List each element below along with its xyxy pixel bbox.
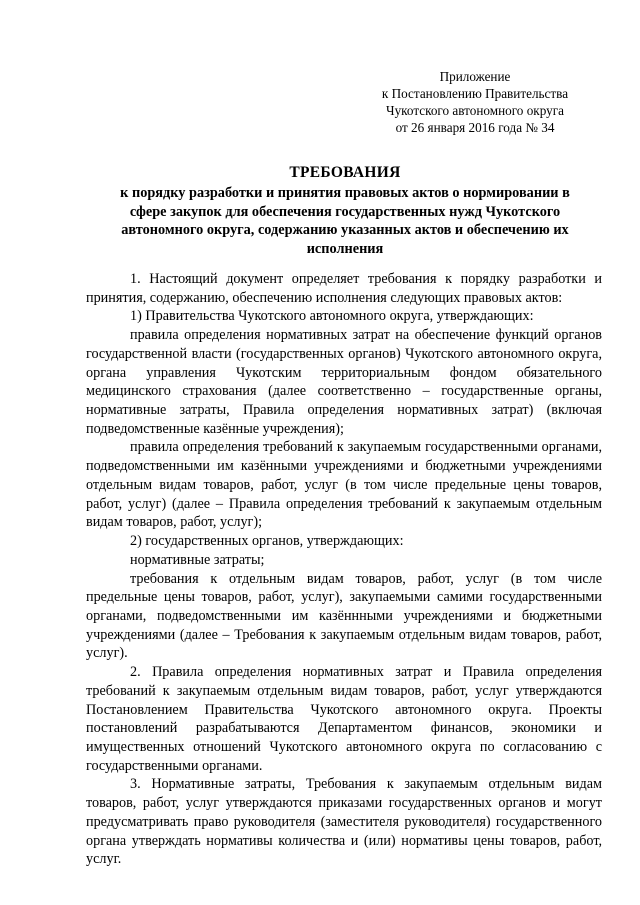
paragraph: 1. Настоящий документ определяет требования к порядку разработки и принятия, содержанию, обеспечению исполнения следующих правовых актов: [86,271,602,306]
paragraph: правила определения нормативных затрат на обеспечение функций органов государственной власти (государственных органов) Чукотского автономного округа, органа управления Чукотским территориальным фондом обязательного медицинского страхования (далее соответственно – государственные органы, нормативные затраты, Правила определения нормативных затрат) (включая подведомственные казённые учреждения); [86,327,602,437]
paragraph: нормативные затраты; [130,551,265,568]
appendix-header [330,68,620,136]
paragraph: 2. Правила определения нормативных затрат и Правила определения требований к закупаемым отдельным видам товаров, работ, услуг утверждаются Постановлением Правительства Чукотского автономного округа. Проекты постановлений разрабатываются Департаментом финансов, экономики и имущественных отношений Чукотского автономного округа по согласованию с государственными органами. [86,664,602,774]
appendix-line: Приложение [439,69,511,84]
paragraph: правила определения требований к закупаемым государственными органами, подведомственными им казёнными учреждениями и бюджетными учреждениями отдельным видам товаров, работ, услуг (в том числе предельные цены товаров, работ, услуг) (далее – Правила определения требований к закупаемым отдельным видам товаров, работ, услуг); [86,439,602,531]
title-block [110,163,580,258]
paragraph: 2) государственных органов, утверждающих: [130,533,404,550]
document-title: ТРЕБОВАНИЯ [289,164,401,181]
appendix-line: к Постановлению Правительства [381,86,569,101]
appendix-line: Чукотского автономного округа [386,103,564,118]
paragraph: 3. Нормативные затраты, Требования к закупаемым отдельным видам товаров, работ, услуг утверждаются приказами государственных органов и могут предусматривать право руководителя (заместителя руководителя) государственного органа утверждать нормативы количества и (или) нормативы цены товаров, работ, услуг. [86,776,602,868]
document-body [86,270,602,869]
document-subtitle: к порядку разработки и принятия правовых актов о нормировании в сфере закупок для обеспечения государственных нужд Чукотского автономного округа, содержанию указанных актов и обеспечению их исполнения [120,185,570,257]
paragraph: 1) Правительства Чукотского автономного округа, утверждающих: [130,308,534,325]
paragraph: требования к отдельным видам товаров, работ, услуг (в том числе предельные цены товаров, работ, услуг), закупаемыми самими государственными органами, подведомственными им казённными учреждениями и бюджетными учреждениями (далее – Требования к закупаемым отдельным видам товаров, работ, услуг). [86,570,602,662]
appendix-date-line: от 26 января 2016 года № 34 [395,120,555,135]
